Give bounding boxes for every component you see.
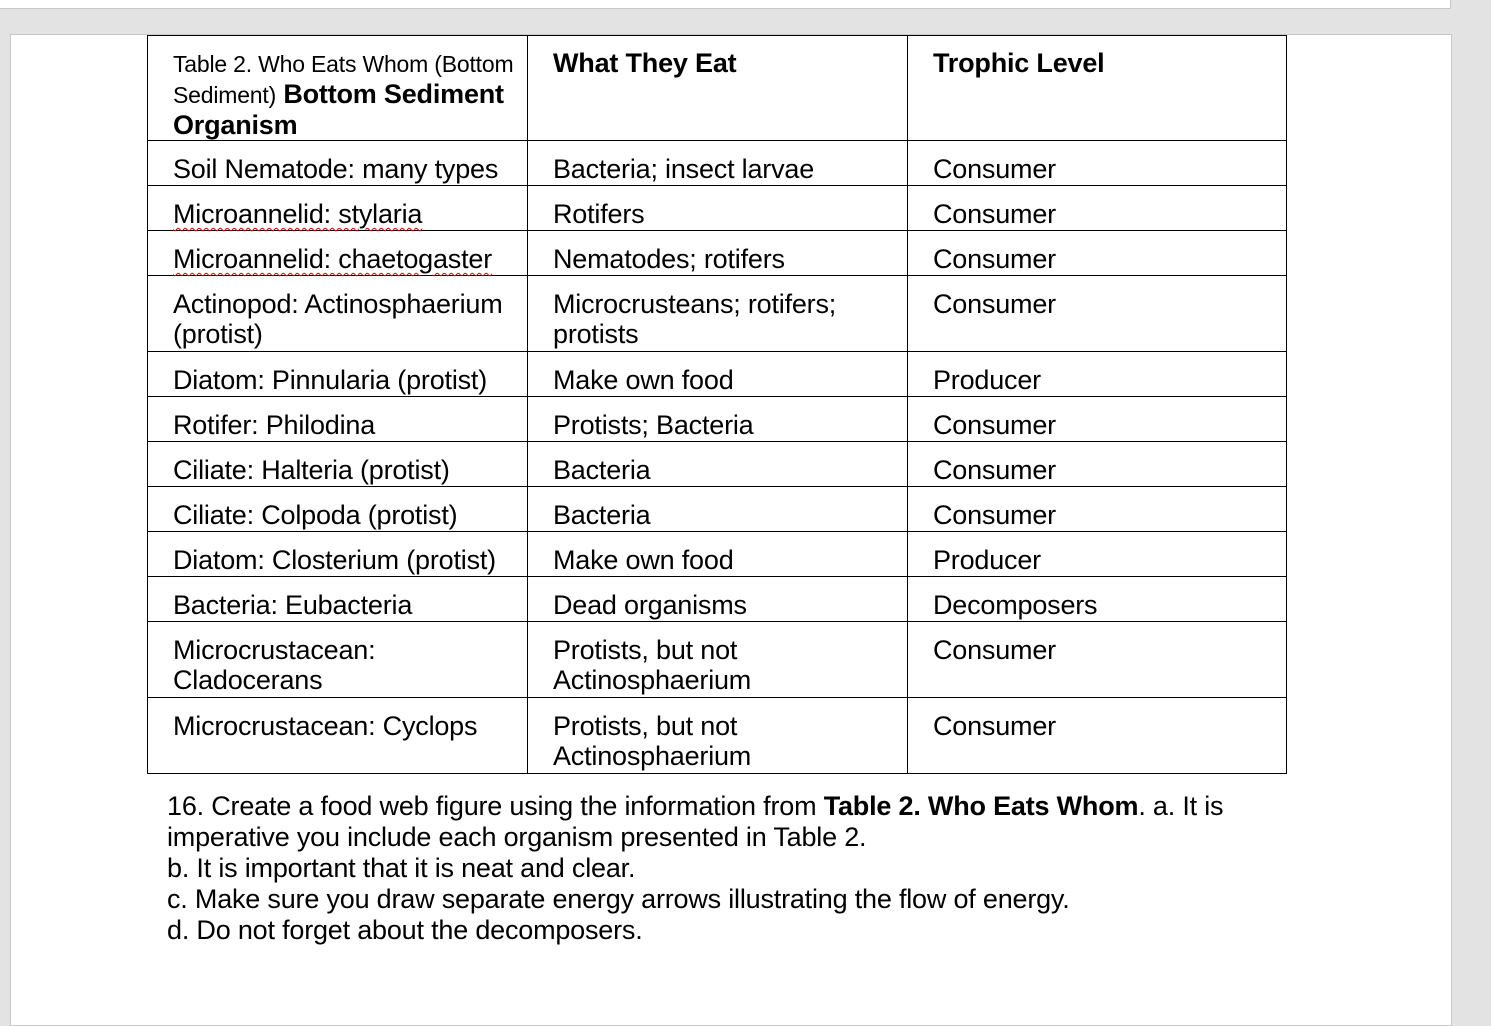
header-organism: Bottom Sediment Organism bbox=[173, 79, 504, 140]
table-row bbox=[148, 231, 1287, 276]
header-organism-cell bbox=[148, 36, 528, 141]
eats-cell: Dead organisms bbox=[528, 577, 908, 622]
table-row bbox=[148, 622, 1287, 698]
question-table-reference: Table 2. Who Eats Whom bbox=[823, 791, 1139, 821]
eats-cell: Rotifers bbox=[528, 186, 908, 231]
organism-cell: Rotifer: Philodina bbox=[148, 397, 528, 442]
spellcheck-text: Microannelid: chaetogaster bbox=[173, 244, 492, 274]
table-row bbox=[148, 352, 1287, 397]
header-what-they-eat: What They Eat bbox=[553, 48, 737, 78]
who-eats-whom-table bbox=[147, 35, 1287, 774]
organism-cell: Bacteria: Eubacteria bbox=[148, 577, 528, 622]
eats-cell: Protists, but not Actinosphaerium bbox=[528, 622, 908, 698]
header-trophic-level: Trophic Level bbox=[933, 48, 1105, 78]
eats-cell: Protists; Bacteria bbox=[528, 397, 908, 442]
organism-cell: Ciliate: Colpoda (protist) bbox=[148, 487, 528, 532]
table-row bbox=[148, 487, 1287, 532]
level-cell: Producer bbox=[908, 532, 1287, 577]
level-cell: Consumer bbox=[908, 276, 1287, 352]
question-part-a: . a. It is imperative you include each organism presented in Table 2. bbox=[167, 791, 1224, 852]
organism-cell: Microcrustacean: Cyclops bbox=[148, 698, 528, 774]
level-cell: Consumer bbox=[908, 397, 1287, 442]
eats-cell: Make own food bbox=[528, 532, 908, 577]
level-cell: Consumer bbox=[908, 698, 1287, 774]
eats-cell: Protists, but not Actinosphaerium bbox=[528, 698, 908, 774]
eats-cell: Bacteria; insect larvae bbox=[528, 141, 908, 186]
eats-cell: Nematodes; rotifers bbox=[528, 231, 908, 276]
question-part-b: b. It is important that it is neat and clear. bbox=[167, 853, 636, 883]
organism-cell: Diatom: Closterium (protist) bbox=[148, 532, 528, 577]
question-16 bbox=[167, 791, 1287, 946]
table-row bbox=[148, 397, 1287, 442]
eats-cell: Bacteria bbox=[528, 487, 908, 532]
previous-page-edge bbox=[0, 0, 1451, 9]
level-cell: Consumer bbox=[908, 622, 1287, 698]
eats-cell: Make own food bbox=[528, 352, 908, 397]
level-cell: Consumer bbox=[908, 141, 1287, 186]
table-row bbox=[148, 532, 1287, 577]
table-row bbox=[148, 698, 1287, 774]
table-row bbox=[148, 442, 1287, 487]
organism-cell: Diatom: Pinnularia (protist) bbox=[148, 352, 528, 397]
organism-cell: Actinopod: Actinosphaerium (protist) bbox=[148, 276, 528, 352]
level-cell: Producer bbox=[908, 352, 1287, 397]
organism-cell: Ciliate: Halteria (protist) bbox=[148, 442, 528, 487]
spellcheck-text: Microannelid: stylaria bbox=[173, 199, 423, 229]
question-part-d: d. Do not forget about the decomposers. bbox=[167, 915, 643, 945]
organism-cell bbox=[148, 186, 528, 231]
question-intro: 16. Create a food web figure using the information from bbox=[167, 791, 817, 821]
eats-cell: Bacteria bbox=[528, 442, 908, 487]
level-cell: Decomposers bbox=[908, 577, 1287, 622]
question-line-a bbox=[167, 791, 1287, 853]
organism-cell: Soil Nematode: many types bbox=[148, 141, 528, 186]
organism-cell: Microcrustacean: Cladocerans bbox=[148, 622, 528, 698]
question-part-c: c. Make sure you draw separate energy arrows illustrating the flow of energy. bbox=[167, 884, 1070, 914]
document-page bbox=[10, 34, 1452, 1026]
table-row bbox=[148, 577, 1287, 622]
level-cell: Consumer bbox=[908, 231, 1287, 276]
level-cell: Consumer bbox=[908, 186, 1287, 231]
table-row bbox=[148, 276, 1287, 352]
table-row bbox=[148, 141, 1287, 186]
level-cell: Consumer bbox=[908, 487, 1287, 532]
table-caption: Table 2. Who Eats Whom (Bottom Sediment) bbox=[173, 51, 514, 108]
level-cell: Consumer bbox=[908, 442, 1287, 487]
table-row bbox=[148, 186, 1287, 231]
table-header-row bbox=[148, 36, 1287, 141]
header-level-cell bbox=[908, 36, 1287, 141]
organism-cell bbox=[148, 231, 528, 276]
eats-cell: Microcrusteans; rotifers; protists bbox=[528, 276, 908, 352]
header-eat-cell bbox=[528, 36, 908, 141]
